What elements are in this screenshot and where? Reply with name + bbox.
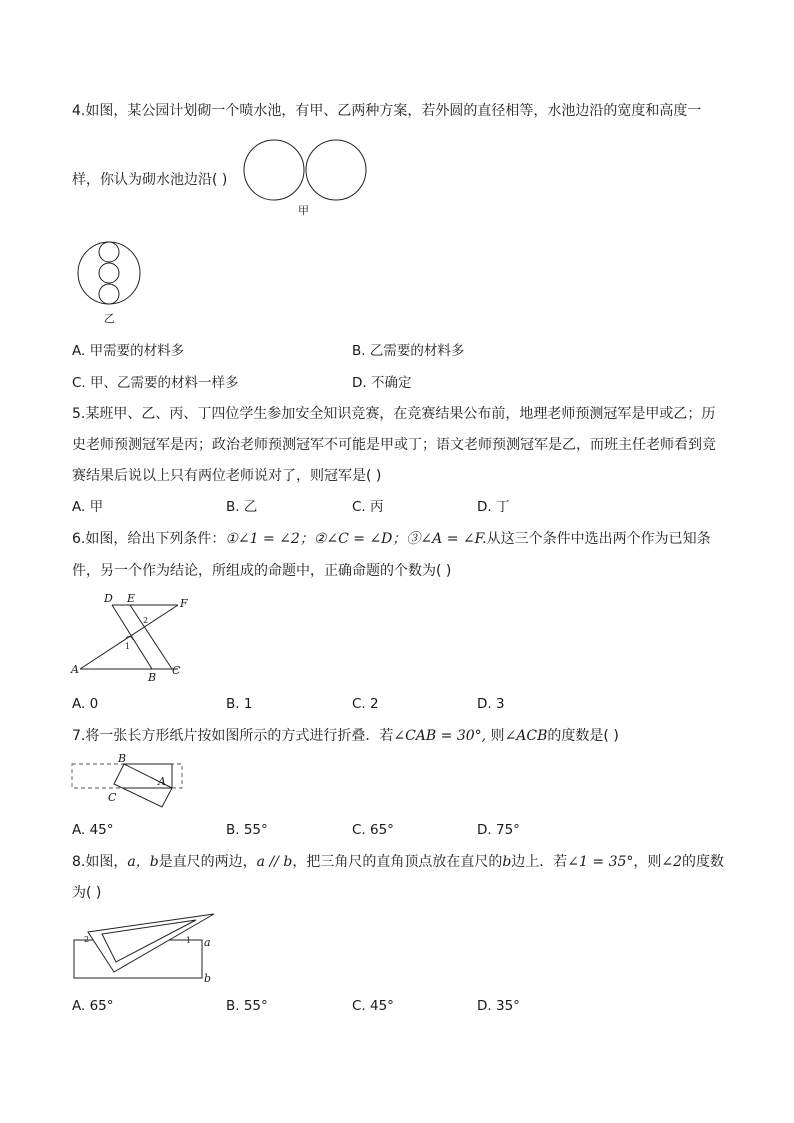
fig-label-angle2: 2 [143, 616, 149, 625]
fig-label-angle1: 1 [186, 936, 192, 945]
q4-text-line1: 4.如图，某公园计划砌一个喷水池，有甲、乙两种方案，若外圆的直径相等，水池边沿的宽度和高度一 [72, 103, 702, 119]
q5-option-b[interactable]: B. 乙 [226, 499, 258, 515]
q8-parallel: a // b [256, 854, 293, 870]
q5-text-line2: 史老师预测冠军是丙；政治老师预测冠军不可能是甲或丁；语文老师预测冠军是乙，而班主任老师看到竞 [72, 437, 716, 453]
fig-label-B: B [118, 752, 127, 765]
fig-label-E: E [127, 592, 136, 605]
q5-text-line1: 5.某班甲、乙、丙、丁四位学生参加安全知识竞赛，在竞赛结果公布前，地理老师预测冠军是甲或乙；历 [72, 406, 716, 422]
q7-text-line1 [72, 726, 619, 746]
fig-label-F: F [180, 597, 188, 610]
q6-text-line2: 件，另一个作为结论，所组成的命题中，正确命题的个数为( ) [72, 563, 452, 579]
q6-option-d[interactable]: D. 3 [477, 696, 505, 712]
q8-vars: a，b [127, 854, 159, 870]
q8-asked-angle: ∠2 [661, 854, 683, 870]
q8-text-line1 [72, 852, 724, 872]
q6-intro: 6.如图，给出下列条件： [72, 531, 226, 547]
q8-text-f: 的度数 [682, 854, 725, 870]
fig-label-A: A [158, 775, 166, 788]
q8-option-c[interactable]: C. 45° [352, 998, 394, 1014]
q8-option-b[interactable]: B. 55° [226, 998, 268, 1014]
q7-asked-angle: ∠ACB [504, 728, 548, 744]
q6-condition-3: ③∠A = ∠F. [406, 531, 487, 547]
fig-label-B: B [148, 671, 157, 684]
fig-label-angle2: 2 [84, 935, 90, 944]
q6-condition-2: ②∠C = ∠D； [313, 531, 407, 547]
q4-figure-yi [74, 237, 146, 327]
q8-text-b: 是直尺的两边， [158, 854, 257, 870]
q4-option-a[interactable]: A. 甲需要的材料多 [72, 343, 185, 359]
q8-text-line2: 为( ) [72, 885, 102, 901]
q8-option-a[interactable]: A. 65° [72, 998, 114, 1014]
q7-option-c[interactable]: C. 65° [352, 822, 394, 838]
fig-label-D: D [104, 592, 113, 605]
fig-label-A: A [71, 663, 79, 676]
q7-intro-cont: 则 [486, 728, 505, 744]
q4-option-b[interactable]: B. 乙需要的材料多 [352, 343, 465, 359]
q5-text-line3: 赛结果后说以上只有两位老师说对了，则冠军是( ) [72, 468, 382, 484]
fig-label-b: b [204, 972, 212, 985]
q4-option-d[interactable]: D. 不确定 [352, 375, 412, 391]
q6-option-a[interactable]: A. 0 [72, 696, 99, 712]
q8-condition: ∠1 = 35° [567, 854, 634, 870]
q6-condition-1: ①∠1 = ∠2； [225, 531, 314, 547]
q7-option-b[interactable]: B. 55° [226, 822, 268, 838]
q7-intro: 7.将一张长方形纸片按如图所示的方式进行折叠．若 [72, 728, 394, 744]
q8-intro: 8.如图， [72, 854, 128, 870]
q8-var-b: b [502, 854, 512, 870]
q6-option-b[interactable]: B. 1 [226, 696, 253, 712]
q8-text-d: 边上．若 [511, 854, 568, 870]
q5-option-c[interactable]: C. 丙 [352, 499, 384, 515]
fig-label-angle1: 1 [125, 642, 131, 651]
fig-label-yi: 乙 [104, 312, 115, 325]
q8-figure [68, 906, 218, 990]
q4-text-line2: 样，你认为砌水池边沿( ) [72, 172, 228, 188]
q8-option-d[interactable]: D. 35° [477, 998, 520, 1014]
q7-intro-end: 的度数是( ) [547, 728, 619, 744]
q8-text-e: ，则 [633, 854, 662, 870]
q8-text-c: ，把三角尺的直角顶点放在直尺的 [292, 854, 503, 870]
q5-option-d[interactable]: D. 丁 [477, 499, 510, 515]
q7-condition: ∠CAB = 30°, [393, 728, 487, 744]
fig-label-C: C [108, 791, 117, 804]
q7-option-d[interactable]: D. 75° [477, 822, 520, 838]
q6-figure [68, 590, 198, 686]
fig-label-C: C [172, 664, 181, 677]
q4-figure-jia [238, 138, 374, 220]
fig-label-jia: 甲 [298, 204, 309, 217]
q6-text-line1 [72, 529, 711, 549]
q6-option-c[interactable]: C. 2 [352, 696, 379, 712]
q7-figure [68, 752, 188, 812]
q5-option-a[interactable]: A. 甲 [72, 499, 104, 515]
q4-option-c[interactable]: C. 甲、乙需要的材料一样多 [72, 375, 239, 391]
q6-intro-cont: 从这三个条件中选出两个作为已知条 [486, 531, 711, 547]
fig-label-a: a [204, 936, 211, 949]
q7-option-a[interactable]: A. 45° [72, 822, 114, 838]
